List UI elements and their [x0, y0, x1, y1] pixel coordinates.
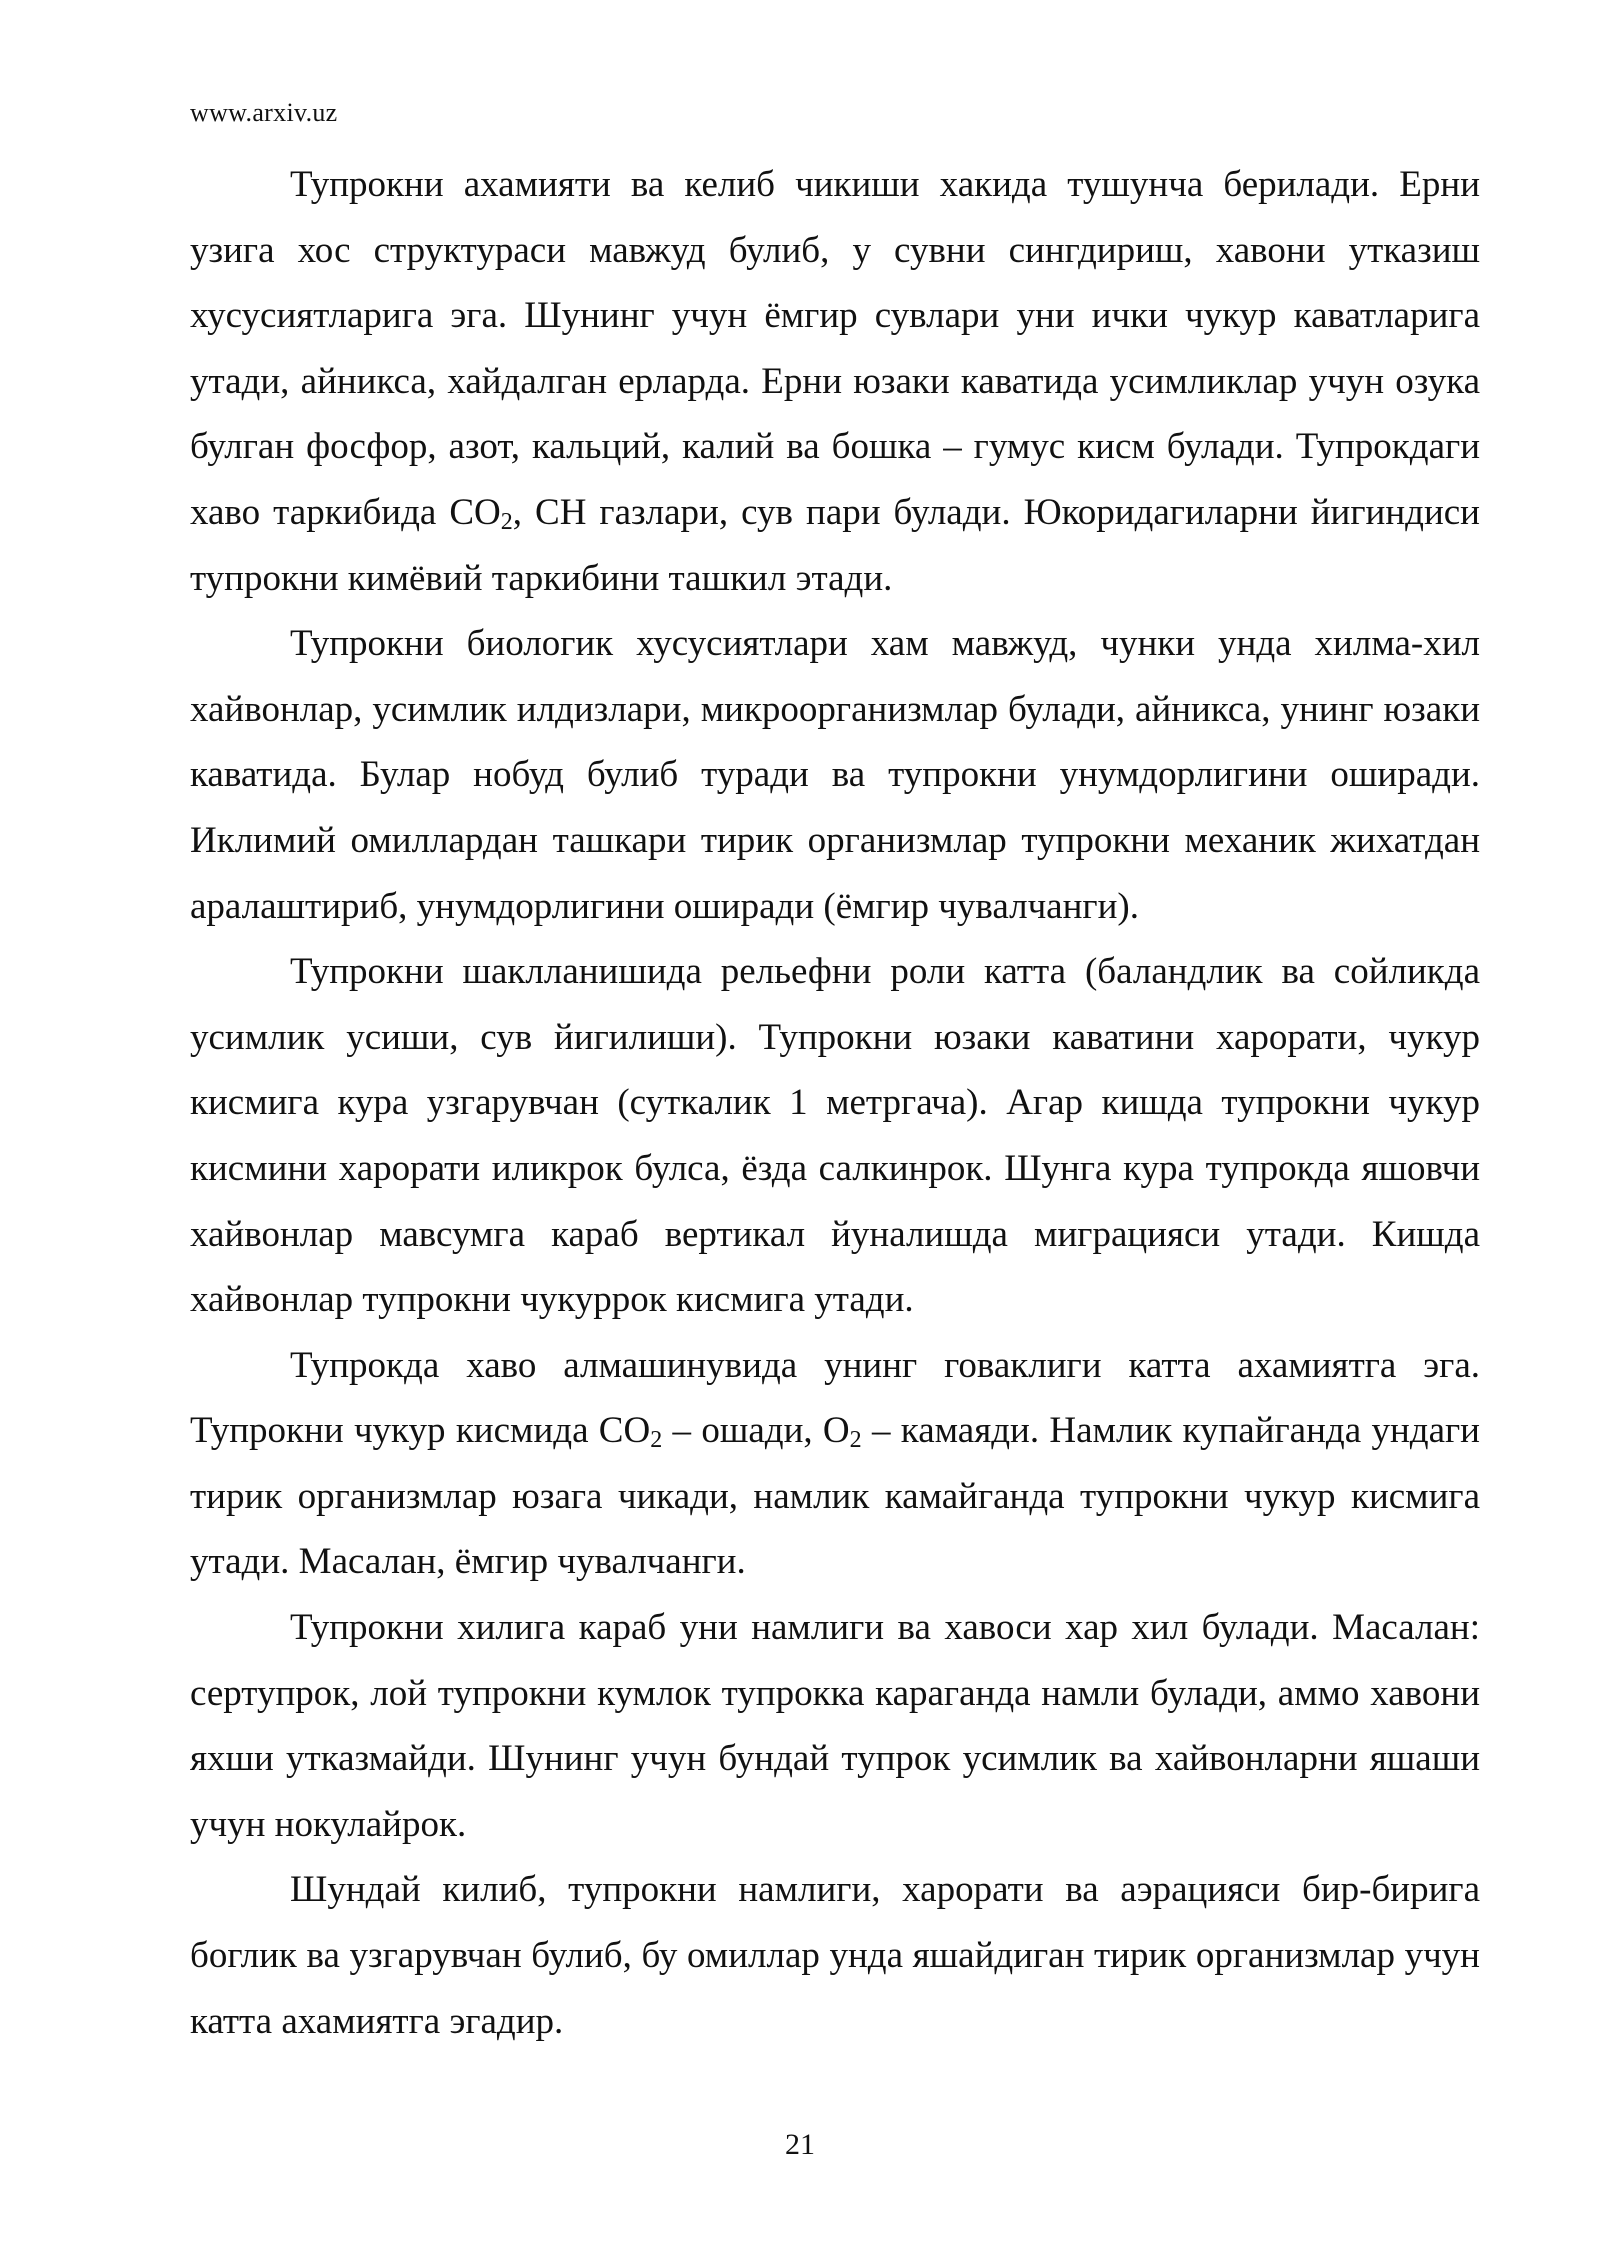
subscript-text: 2 [650, 1427, 663, 1454]
paragraph-4 [190, 1333, 1480, 1595]
paragraph-text: Тупрокда хаво алмашинувида унинг говаклиги катта ахамиятга эга. Тупрокни чукур кисмида СО [190, 1344, 1480, 1452]
header-url: www.arxiv.uz [190, 98, 338, 127]
paragraph-text: , СН газлари, сув пари булади. Юкоридагиларни йигиндиси тупрокни кимёвий таркибини ташкил этади. [190, 491, 1480, 599]
paragraph-text: Тупрокни ахамияти ва келиб чикиши хакида тушунча берилади. Ерни узига хос структураси мавжуд булиб, у сувни сингдириш, хавони утказиш хусусиятларига эга. Шунинг учун ёмгир сувлари уни ички чукур каватларига утади, айникса, хайдалган ерларда. Ерни юзаки каватида усимликлар учун озука булган фосфор, азот, кальций, калий ва бошка – гумус кисм булади. Тупрокдаги хаво таркибида СО [190, 164, 1480, 533]
subscript-text: 2 [500, 508, 513, 535]
paragraph-5 [190, 1595, 1480, 1857]
paragraph-text: Тупрокни хилига караб уни намлиги ва хавоси хар хил булади. Масалан: сертупрок, лой тупрокни кумлок тупрокка караганда намли булади, аммо хавони яхши утказмайди. Шунинг учун бундай тупрок усимлик ва хайвонларни яшаши учун нокулайрок. [190, 1607, 1480, 1845]
paragraph-text: Тупрокни биологик хусусиятлари хам мавжуд, чунки унда хилма-хил хайвонлар, усимлик илдизлари, микроорганизмлар булади, айникса, унинг юзаки каватида. Булар нобуд булиб туради ва тупрокни унумдорлигини оширади. Иклимий омиллардан ташкари тирик организмлар тупрокни механик жихатдан аралаштириб, унумдорлигини оширади (ёмгир чувалчанги). [190, 623, 1480, 927]
subscript-text: 2 [849, 1427, 862, 1454]
paragraph-text: – камаяди. Намлик купайганда ундаги тирик организмлар юзага чикади, намлик камайганда тупрокни чукур кисмига утади. Масалан, ёмгир чувалчанги. [190, 1410, 1480, 1583]
paragraph-2 [190, 611, 1480, 939]
page-number: 21 [785, 2128, 815, 2161]
paragraph-text: – ошади, О [662, 1410, 850, 1452]
paragraph-text: Тупрокни шаклланишида рельефни роли катта (баландлик ва сойликда усимлик усиши, сув йигилиши). Тупрокни юзаки каватини харорати, чукур кисмига кура узгарувчан (суткалик 1 метргача). Агар кишда тупрокни чукур кисмини харорати иликрок булса, ёзда салкинрок. Шунга кура тупрокда яшовчи хайвонлар мавсумга караб вертикал йуналишда миграцияси утади. Кишда хайвонлар тупрокни чукуррок кисмига утади. [190, 951, 1480, 1321]
paragraph-text: Шундай килиб, тупрокни намлиги, харорати ва аэрацияси бир-бирига боглик ва узгарувчан булиб, бу омиллар унда яшайдиган тирик организмлар учун катта ахамиятга эгадир. [190, 1869, 1480, 2042]
paragraph-1 [190, 152, 1480, 611]
paragraph-3 [190, 939, 1480, 1333]
paragraph-6 [190, 1857, 1480, 2054]
document-body [190, 152, 1480, 2054]
